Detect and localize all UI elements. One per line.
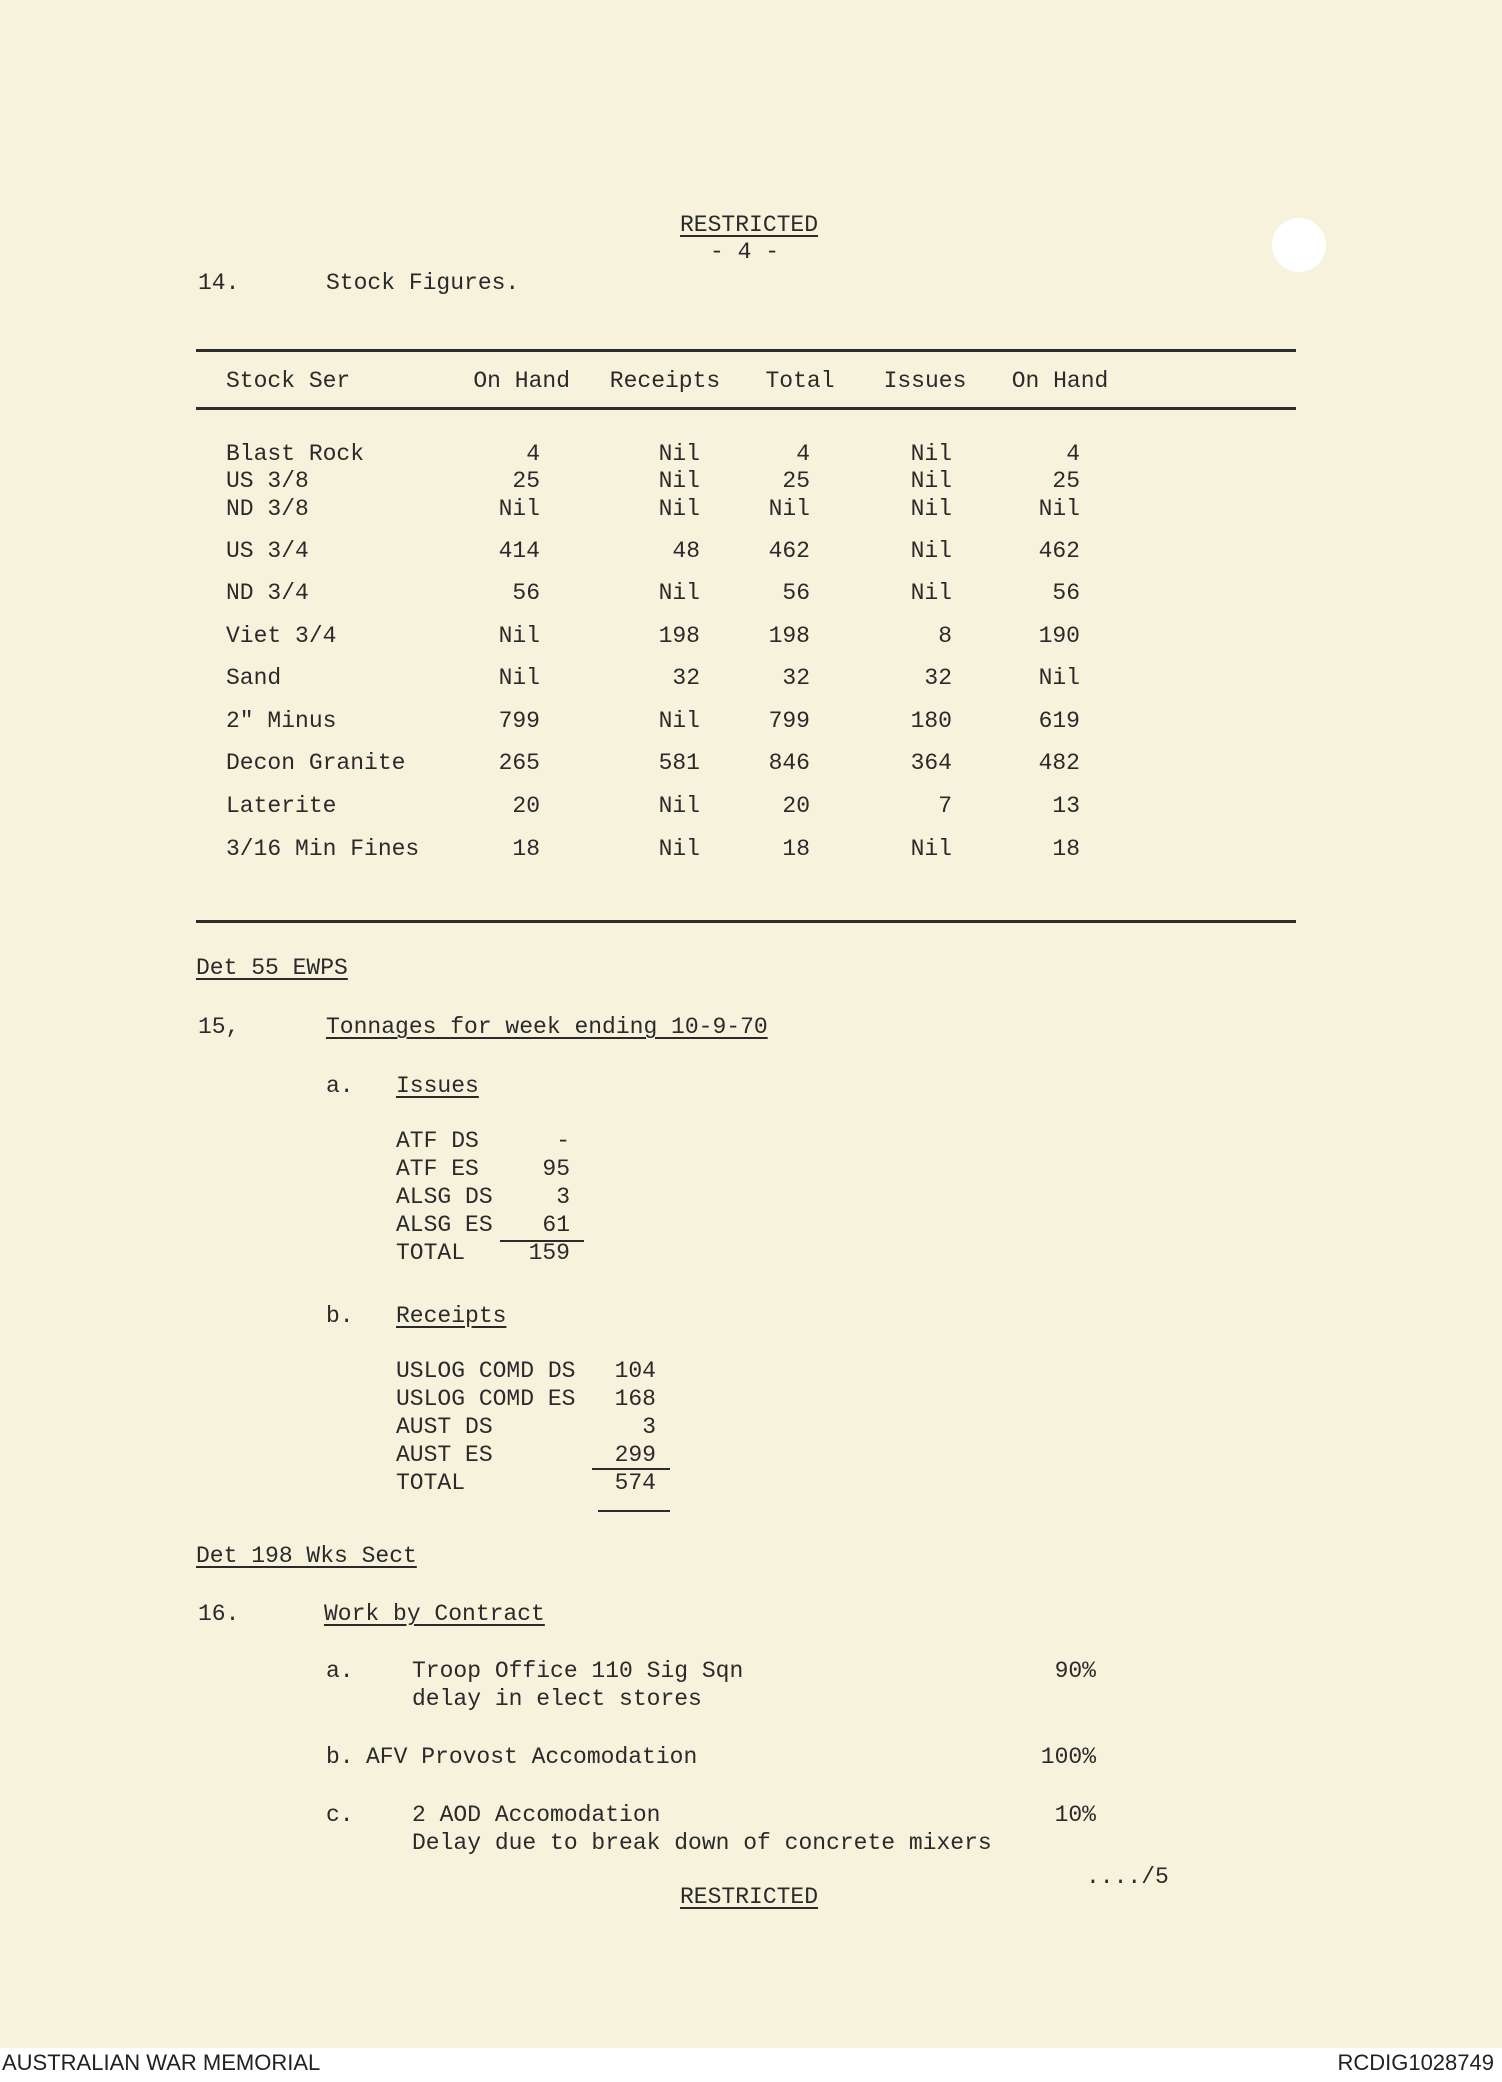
cell-on-hand-end: 18	[1052, 836, 1080, 862]
archive-reference: RCDIG1028749	[1337, 2050, 1494, 2075]
list-item-value: 95	[542, 1156, 570, 1182]
cell-on-hand-start: Nil	[498, 496, 540, 522]
cell-total: 4	[796, 441, 810, 467]
work-item-a-text: Troop Office 110 Sig Sqn	[412, 1658, 744, 1684]
continuation-marker: ..../5	[1086, 1864, 1169, 1890]
cell-receipts: Nil	[658, 836, 700, 862]
cell-receipts: 32	[672, 665, 700, 691]
work-item-c-percent: 10%	[1054, 1802, 1096, 1828]
cell-stock-name: Blast Rock	[226, 441, 365, 467]
cell-issues: Nil	[910, 441, 952, 467]
list-item-value: 168	[614, 1386, 656, 1412]
list-item-value: 3	[556, 1184, 570, 1210]
work-item-b-text: AFV Provost Accomodation	[366, 1744, 698, 1770]
table-header-rule	[196, 407, 1296, 410]
cell-on-hand-end: Nil	[1038, 496, 1080, 522]
cell-receipts: Nil	[658, 496, 700, 522]
cell-on-hand-start: Nil	[498, 665, 540, 691]
classification-footer: RESTRICTED	[680, 1884, 819, 1910]
cell-on-hand-end: 4	[1066, 441, 1080, 467]
cell-stock-name: Decon Granite	[226, 750, 406, 776]
list-item-label: ALSG ES	[396, 1212, 493, 1238]
work-item-c-letter: c.	[326, 1802, 354, 1828]
section-16-title: Work by Contract	[324, 1601, 545, 1627]
work-item-b-percent: 100%	[1040, 1744, 1096, 1770]
cell-on-hand-end: 619	[1038, 708, 1080, 734]
list-item-label: ATF ES	[396, 1156, 479, 1182]
cell-total: Nil	[768, 496, 810, 522]
list-item-label: AUST DS	[396, 1414, 493, 1440]
cell-on-hand-start: 799	[498, 708, 540, 734]
cell-on-hand-end: 13	[1052, 793, 1080, 819]
cell-stock-name: Laterite	[226, 793, 337, 819]
cell-total: 25	[782, 468, 810, 494]
cell-stock-name: ND 3/4	[226, 580, 309, 606]
cell-total: 846	[768, 750, 810, 776]
list-item-label: ALSG DS	[396, 1184, 493, 1210]
cell-on-hand-start: Nil	[498, 623, 540, 649]
cell-issues: 8	[938, 623, 952, 649]
receipts-total-rule-bottom	[598, 1510, 670, 1512]
list-item-value: 3	[642, 1414, 656, 1440]
col-header-receipts: Receipts	[609, 368, 721, 394]
col-header-issues: Issues	[883, 368, 967, 394]
cell-on-hand-end: 56	[1052, 580, 1080, 606]
cell-issues: 180	[910, 708, 952, 734]
archive-credit: AUSTRALIAN WAR MEMORIAL	[2, 2050, 321, 2075]
cell-issues: Nil	[910, 538, 952, 564]
table-bottom-rule	[196, 920, 1296, 923]
cell-stock-name: 3/16 Min Fines	[226, 836, 420, 862]
list-item-value: 61	[542, 1212, 570, 1238]
issues-letter: a.	[326, 1073, 354, 1099]
cell-on-hand-end: Nil	[1038, 665, 1080, 691]
section-15-number: 15,	[198, 1014, 240, 1040]
cell-issues: Nil	[910, 496, 952, 522]
cell-on-hand-end: 462	[1038, 538, 1080, 564]
cell-receipts: Nil	[658, 793, 700, 819]
det-198-heading: Det 198 Wks Sect	[196, 1543, 417, 1569]
cell-stock-name: Viet 3/4	[226, 623, 337, 649]
list-item-value: 159	[528, 1240, 570, 1266]
cell-on-hand-start: 25	[512, 468, 540, 494]
cell-receipts: Nil	[658, 580, 700, 606]
work-item-a-note: delay in elect stores	[412, 1686, 702, 1712]
cell-total: 799	[768, 708, 810, 734]
list-item-label: TOTAL	[396, 1470, 466, 1496]
cell-stock-name: Sand	[226, 665, 282, 691]
cell-issues: 7	[938, 793, 952, 819]
cell-total: 56	[782, 580, 810, 606]
cell-issues: 364	[910, 750, 952, 776]
issues-title: Issues	[396, 1073, 479, 1099]
page-number: - 4 -	[710, 239, 780, 265]
cell-on-hand-start: 4	[526, 441, 540, 467]
list-item-label: ATF DS	[396, 1128, 479, 1154]
col-header-on-hand-2: On Hand	[1011, 368, 1109, 394]
cell-total: 198	[768, 623, 810, 649]
list-item-value: 299	[614, 1442, 656, 1468]
cell-on-hand-start: 414	[498, 538, 540, 564]
punch-hole	[1272, 218, 1326, 272]
receipts-title: Receipts	[396, 1303, 507, 1329]
work-item-a-letter: a.	[326, 1658, 354, 1684]
section-14-title: Stock Figures.	[326, 270, 520, 296]
classification-header: RESTRICTED	[680, 212, 819, 238]
cell-on-hand-end: 190	[1038, 623, 1080, 649]
col-header-total: Total	[765, 368, 835, 394]
work-item-c-note: Delay due to break down of concrete mixers	[412, 1830, 992, 1856]
issues-total-rule	[500, 1240, 584, 1242]
cell-on-hand-start: 18	[512, 836, 540, 862]
list-item-value: -	[556, 1128, 570, 1154]
receipts-total-rule-top	[592, 1468, 670, 1470]
list-item-value: 104	[614, 1358, 656, 1384]
list-item-value: 574	[614, 1470, 656, 1496]
list-item-label: AUST ES	[396, 1442, 493, 1468]
cell-issues: Nil	[910, 468, 952, 494]
cell-receipts: Nil	[658, 468, 700, 494]
cell-issues: Nil	[910, 580, 952, 606]
section-14-number: 14.	[198, 270, 240, 296]
cell-stock-name: 2" Minus	[226, 708, 337, 734]
cell-on-hand-start: 56	[512, 580, 540, 606]
cell-on-hand-end: 482	[1038, 750, 1080, 776]
list-item-label: TOTAL	[396, 1240, 466, 1266]
section-15-title: Tonnages for week ending 10-9-70	[326, 1014, 768, 1040]
work-item-c-text: 2 AOD Accomodation	[412, 1802, 661, 1828]
col-header-on-hand: On Hand	[473, 368, 570, 394]
list-item-label: USLOG COMD DS	[396, 1358, 576, 1384]
section-16-number: 16.	[198, 1601, 240, 1627]
cell-issues: Nil	[910, 836, 952, 862]
cell-on-hand-end: 25	[1052, 468, 1080, 494]
cell-total: 20	[782, 793, 810, 819]
cell-receipts: 48	[672, 538, 700, 564]
cell-receipts: Nil	[658, 708, 700, 734]
cell-total: 18	[782, 836, 810, 862]
receipts-letter: b.	[326, 1303, 354, 1329]
cell-on-hand-start: 265	[498, 750, 540, 776]
cell-receipts: 198	[658, 623, 700, 649]
cell-on-hand-start: 20	[512, 793, 540, 819]
table-top-rule	[196, 349, 1296, 352]
work-item-a-percent: 90%	[1054, 1658, 1096, 1684]
list-item-label: USLOG COMD ES	[396, 1386, 576, 1412]
cell-stock-name: ND 3/8	[226, 496, 309, 522]
cell-total: 462	[768, 538, 810, 564]
cell-receipts: 581	[658, 750, 700, 776]
work-item-b-letter: b.	[326, 1744, 354, 1770]
cell-issues: 32	[924, 665, 952, 691]
cell-receipts: Nil	[658, 441, 700, 467]
det-55-heading: Det 55 EWPS	[196, 955, 348, 981]
col-header-stock-ser: Stock Ser	[226, 368, 351, 394]
cell-stock-name: US 3/8	[226, 468, 309, 494]
cell-stock-name: US 3/4	[226, 538, 309, 564]
cell-total: 32	[782, 665, 810, 691]
